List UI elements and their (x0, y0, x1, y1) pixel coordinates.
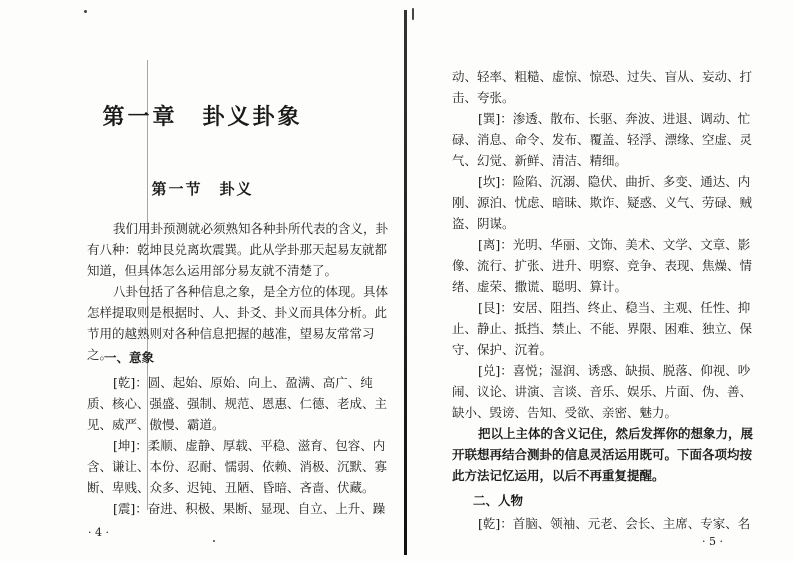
trigram-dui (452, 360, 752, 423)
text-line: [坎]：险陷、沉溺、隐伏、曲折、多变、通达、内 (478, 174, 751, 189)
trigram-xun (452, 108, 752, 171)
text-line: [乾]：首脑、领袖、元老、会长、主席、专家、名 (478, 516, 751, 531)
text-line: 知道，但具体怎么运用部分易友就不清楚了。 (87, 263, 338, 278)
page-number: · 5 · (702, 535, 723, 548)
text-line: 动、轻率、粗糙、虚惊、惊恐、过失、盲从、妄动、打 (452, 69, 753, 84)
people-qian (452, 513, 750, 534)
trigram-li (452, 234, 752, 297)
text-line: 八卦包括了各种信息之象，是全方位的体现。具体 (113, 284, 389, 299)
text-line: [震]：奋进、积极、果断、显现、自立、上升、躁 (113, 501, 386, 516)
text-line: [离]：光明、华丽、文饰、美术、文学、文章、影 (478, 237, 751, 252)
text-line: [坤]：柔顺、虚静、厚载、平稳、滋育、包容、内 (113, 438, 386, 453)
text-line: 击、夸张。 (452, 90, 515, 105)
text-line: 断、卑贱、众多、迟钝、丑陋、昏暗、吝啬、伏藏。 (87, 480, 375, 495)
text-line: [乾]：圆、起始、原始、向上、盈满、高广、纯 (113, 375, 373, 390)
chapter-title: 第一章 卦义卦象 (102, 104, 303, 130)
text-line: 我们用卦预测就必须熟知各种卦所代表的含义，卦 (113, 221, 389, 236)
section-title: 第一节 卦义 (151, 180, 254, 198)
trigram-qian (87, 372, 387, 435)
text-line: 有八种：乾坤艮兑离坎震巽。此从学卦那天起易友就都 (87, 242, 388, 257)
text-line: 含、谦让、本份、忍耐、懦弱、依赖、消极、沉默、寡 (87, 459, 388, 474)
trigram-zhen-continued (452, 66, 752, 108)
heading-people: 二、人物 (473, 493, 524, 508)
page-number: · 4 · (88, 526, 109, 539)
text-line: 质、核心、强盛、强制、规范、恩惠、仁德、老成、主 (87, 396, 388, 411)
trigram-kun (87, 435, 387, 498)
text-line: 此方法记忆运用，以后不再重复提醒。 (452, 468, 665, 483)
text-line: 盗、阴谋。 (452, 216, 515, 231)
text-line: 绪、虚荣、撒谎、聪明、算计。 (452, 279, 628, 294)
text-line: 缺小、毁谤、告知、受欲、亲密、魅力。 (452, 405, 678, 420)
text-line: 之。 (87, 347, 113, 362)
text-line: 像、流行、扩张、进升、明察、竞争、表现、焦燥、情 (452, 258, 753, 273)
text-line: 止、静止、抵挡、禁止、不能、界限、困难、独立、保 (452, 321, 753, 336)
text-line: 开联想再结合测卦的信息灵活运用既可。下面各项均按 (452, 447, 753, 462)
text-line: 守、保护、沉着。 (452, 342, 553, 357)
text-line: 节用的越熟则对各种信息把握的越准，望易友常常习 (87, 326, 375, 341)
text-line: [兑]：喜悦；湿润、诱惑、缺损、脱落、仰视、吵 (478, 363, 751, 378)
scan-speck (84, 10, 87, 13)
text-line: 把以上主体的含义记住，然后发挥你的想象力，展 (478, 426, 754, 441)
text-line: 碌、消息、命令、发布、覆盖、轻浮、漂缘、空虚、灵 (452, 132, 753, 147)
text-line: [艮]：安居、阻挡、终止、稳当、主观、任性、抑 (478, 300, 751, 315)
text-line: [巽]：渗透、散布、长驱、奔波、进退、调动、忙 (478, 111, 751, 126)
heading-imagery: 一、意象 (104, 350, 155, 365)
text-line: 闹、议论、讲演、言谈、音乐、娱乐、片面、伪、善、 (452, 384, 753, 399)
intro-paragraph-1 (87, 218, 388, 281)
trigram-kan (452, 171, 752, 234)
text-line: 气、幻觉、新鲜、清洁、精细。 (452, 153, 628, 168)
trigram-zhen (87, 498, 385, 519)
summary-paragraph (452, 423, 753, 486)
page-fold-line (147, 60, 148, 510)
text-line: 见、威严、傲慢、霸道。 (87, 417, 225, 432)
scan-speck (213, 540, 215, 542)
text-line: 刚、源泊、忧虑、暗昧、欺诈、疑惑、义气、劳碌、贼 (452, 195, 753, 210)
trigram-gen (452, 297, 752, 360)
right-page (407, 0, 793, 561)
text-line: 怎样提取则是根据时、人、卦爻、卦义而具体分析。此 (87, 305, 388, 320)
